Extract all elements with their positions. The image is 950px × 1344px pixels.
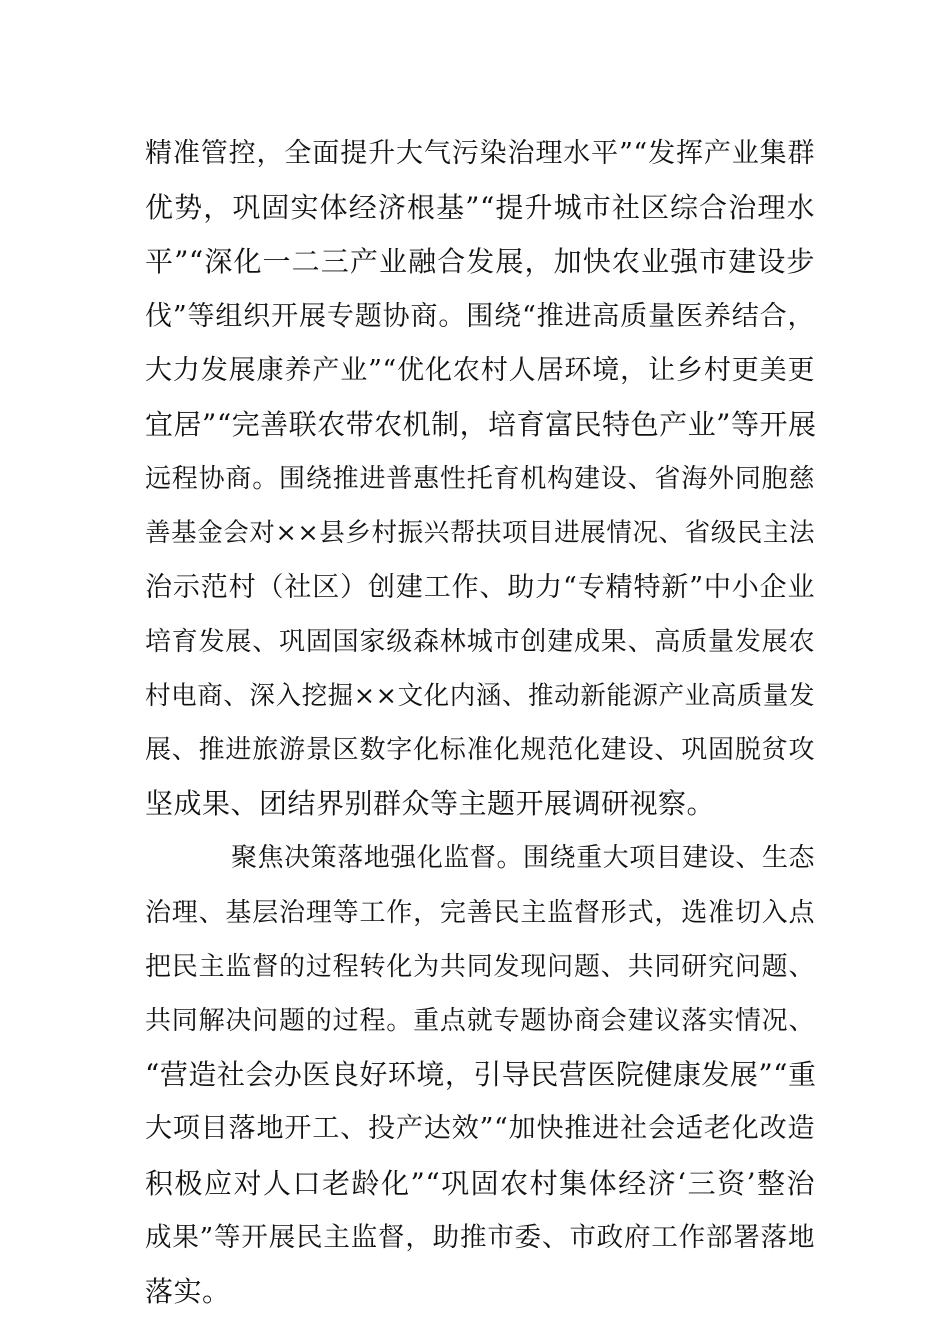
text-line: 把民主监督的过程转化为共同发现问题、共同研究问题、 [145, 951, 815, 982]
text-line: 平”“深化一二三产业融合发展，加快农业强市建设步 [145, 245, 815, 279]
text-line: 远程协商。围绕推进普惠性托育机构建设、省海外同胞慈 [145, 464, 815, 495]
text-line: 培育发展、巩固国家级森林城市创建成果、高质量发展农 [145, 626, 815, 657]
paragraph-heading-line: 聚焦决策落地强化监督。围绕重大项目建设、生态 [231, 843, 815, 874]
text-line: 善基金会对××县乡村振兴帮扶项目进展情况、省级民主法 [145, 518, 815, 549]
text-line: 伐”等组织开展专题协商。围绕“推进高质量医养结合， [145, 300, 815, 332]
text-line: 村电商、深入挖掘××文化内涵、推动新能源产业高质量发 [145, 680, 815, 711]
text-line: 治理、基层治理等工作，完善民主监督形式，选准切入点 [145, 897, 815, 928]
text-line: 积极应对人口老龄化”“巩固农村集体经济‘三资’整治 [145, 1166, 815, 1200]
text-line: 大项目落地开工、投产达效”“加快推进社会适老化改造 [145, 1113, 815, 1145]
text-line: 坚成果、团结界别群众等主题开展调研视察。 [145, 787, 716, 821]
text-line: 共同解决问题的过程。重点就专题协商会建议落实情况、 [145, 1006, 815, 1036]
text-line: 治示范村（社区）创建工作、助力“专精特新”中小企业 [145, 571, 815, 603]
body-text [145, 127, 815, 1319]
text-line: 大力发展康养产业”“优化农村人居环境，让乡村更美更 [145, 354, 815, 386]
text-line: 精准管控，全面提升大气污染治理水平”“发挥产业集群 [145, 138, 815, 169]
text-line: “营造社会办医良好环境，引导民营医院健康发展”“重 [145, 1058, 817, 1092]
text-line: 成果”等开展民主监督，助推市委、市政府工作部署落地 [145, 1221, 815, 1253]
text-line: 展、推进旅游景区数字化标准化规范化建设、巩固脱贫攻 [145, 735, 815, 766]
text-line: 宜居”“完善联农带农机制，培育富民特色产业”等开展 [145, 407, 817, 441]
text-line: 落实。 [145, 1274, 231, 1308]
text-line: 优势，巩固实体经济根基”“提升城市社区综合治理水 [145, 191, 815, 225]
